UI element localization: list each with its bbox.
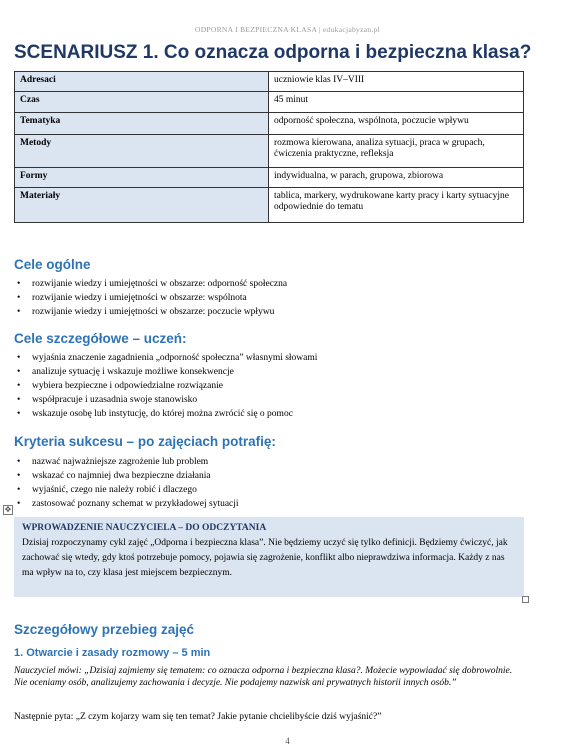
list-item: • nazwać najważniejsze zagrożenie lub problem	[14, 455, 239, 469]
table-key: Adresaci	[15, 72, 269, 92]
teacher-says-label: Nauczyciel mówi:	[14, 666, 82, 676]
table-row	[15, 188, 524, 223]
list-item: • współpracuje i uzasadnia swoje stanowisko	[14, 393, 317, 407]
heading-cele-szczegolowe: Cele szczegółowe – uczeń:	[14, 331, 187, 346]
table-key: Czas	[15, 92, 269, 113]
table-row	[15, 72, 524, 92]
intro-title: WPROWADZENIE NAUCZYCIELA – DO ODCZYTANIA	[22, 523, 267, 533]
table-row	[15, 135, 524, 168]
then-asks-paragraph: Następnie pyta: „Z czym kojarzy wam się ten temat? Jakie pytanie chcielibyście dziś wyjaśnić?”	[14, 712, 382, 722]
list-item: • wskazuje osobę lub instytucję, do której można zwrócić się o pomoc	[14, 407, 317, 421]
intro-box	[14, 517, 524, 597]
table-value: odporność społeczna, wspólnota, poczucie wpływu	[269, 113, 524, 135]
list-item: • analizuje sytuację i wskazuje możliwe konsekwencje	[14, 365, 317, 379]
list-item: • rozwijanie wiedzy i umiejętności w obszarze: wspólnota	[14, 291, 287, 305]
table-value: uczniowie klas IV–VIII	[269, 72, 524, 92]
list-cele-szczegolowe	[14, 351, 317, 421]
heading-przebieg: Szczegółowy przebieg zajęć	[14, 622, 195, 637]
list-item: • wyjaśnić, czego nie należy robić i dlaczego	[14, 483, 239, 497]
table-value: rozmowa kierowana, analiza sytuacji, praca w grupach, ćwiczenia praktyczne, refleksja	[269, 135, 524, 168]
table-resize-handle-icon[interactable]	[522, 596, 529, 603]
list-item: • rozwijanie wiedzy i umiejętności w obszarze: poczucie wpływu	[14, 305, 287, 319]
list-item: • wskazać co najmniej dwa bezpieczne działania	[14, 469, 239, 483]
table-row	[15, 113, 524, 135]
intro-text: Dzisiaj rozpoczynamy cykl zajęć „Odporna i bezpieczna klasa”. Nie będziemy uczyć się tylko definicji. Będziemy ćwiczyć, jak zachować się wtedy, gdy ktoś potrzebuje pomocy, pojawia się zagrożenie, konflikt albo nieprawdziwa informacja. Każdy z nas ma wpływ na to, czy klasa jest miejscem bezpiecznym.	[22, 538, 508, 578]
list-item: • rozwijanie wiedzy i umiejętności w obszarze: odporność społeczna	[14, 277, 287, 291]
table-key: Materiały	[15, 188, 269, 223]
list-kryteria	[14, 455, 239, 511]
page-header: ODPORNA I BEZPIECZNA KLASA | edukacjabyzan.pl	[195, 25, 380, 34]
list-item: • zastosować poznany schemat w przykładowej sytuacji	[14, 497, 239, 511]
table-value: tablica, markery, wydrukowane karty pracy i karty sytuacyjne odpowiednie do tematu	[269, 188, 524, 223]
page-number: 4	[285, 736, 290, 746]
teacher-says-text: „Dzisiaj zajmiemy się tematem: co oznacza odporna i bezpieczna klasa?. Możecie wypowiadać się dobrowolnie. Nie oceniamy osób, analizujemy zachowania i decyzje. Nie podajemy nazwisk ani prywatnych historii innych osób.”	[14, 666, 513, 688]
table-row	[15, 168, 524, 188]
list-cele-ogolne	[14, 277, 287, 319]
table-key: Tematyka	[15, 113, 269, 135]
table-move-icon[interactable]: ✥	[4, 505, 12, 514]
heading-step-1: 1. Otwarcie i zasady rozmowy – 5 min	[14, 647, 211, 659]
list-item: • wyjaśnia znaczenie zagadnienia „odporność społeczna” własnymi słowami	[14, 351, 317, 365]
heading-kryteria: Kryteria sukcesu – po zajęciach potrafię:	[14, 434, 276, 449]
page-title: SCENARIUSZ 1. Co oznacza odporna i bezpieczna klasa?	[14, 42, 532, 63]
teacher-says-paragraph	[14, 665, 526, 689]
list-item: • wybiera bezpieczne i odpowiedzialne rozwiązanie	[14, 379, 317, 393]
table-key: Formy	[15, 168, 269, 188]
meta-table	[14, 71, 524, 223]
table-value: indywidualna, w parach, grupowa, zbiorowa	[269, 168, 524, 188]
table-row	[15, 92, 524, 113]
table-value: 45 minut	[269, 92, 524, 113]
table-key: Metody	[15, 135, 269, 168]
heading-cele-ogolne: Cele ogólne	[14, 257, 91, 272]
